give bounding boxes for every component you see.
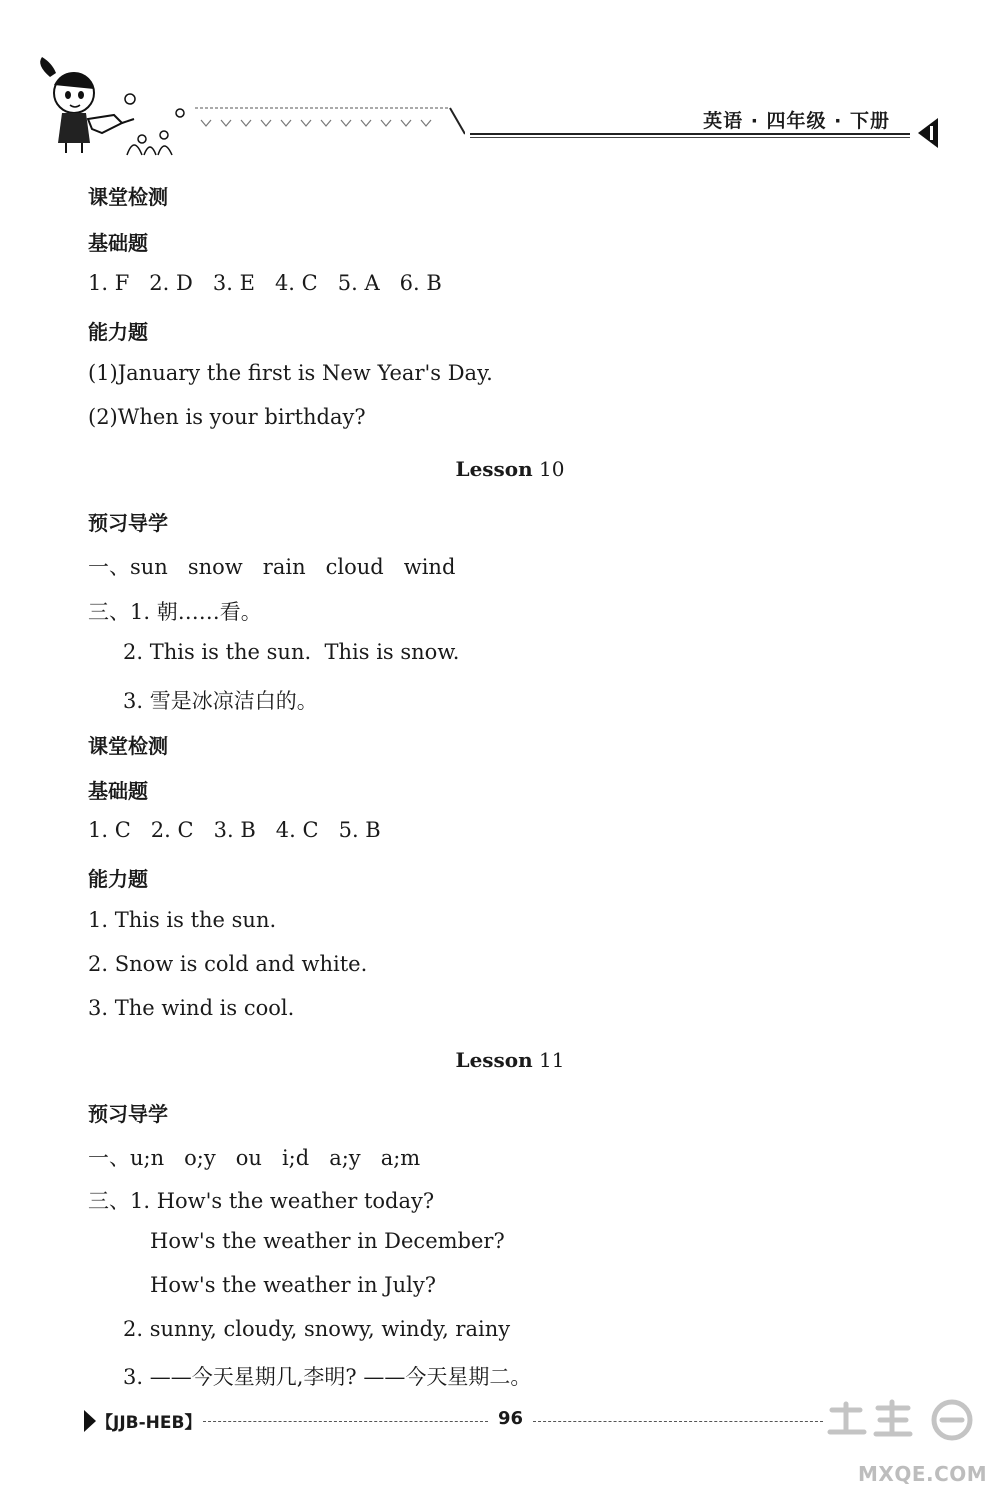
lesson-label: Lesson (455, 457, 533, 481)
book-title: 英语 · 四年级 · 下册 (703, 110, 890, 132)
footer-arrow-icon (84, 1410, 96, 1432)
answer-line: (1)January the first is New Year's Day. (88, 361, 493, 385)
answer-line: 三、1. How's the weather today? (88, 1189, 435, 1213)
header-rule (470, 133, 910, 135)
section-heading-classroom-test: 课堂检测 (88, 185, 168, 209)
answer-line: 3. The wind is cool. (88, 996, 295, 1020)
lesson-title-11 (0, 1048, 1000, 1072)
answer-line: 2. This is the sun. This is snow. (123, 640, 460, 664)
lesson-number: 10 (539, 457, 565, 481)
answer-line: How's the weather in July? (150, 1273, 436, 1297)
section-heading-basic: 基础题 (88, 231, 148, 255)
footer-dotted-rule (533, 1421, 823, 1422)
header-decorative-border (195, 100, 465, 140)
girl-watering-flowers-illustration (22, 55, 197, 160)
answer-line: 三、1. 朝……看。 (88, 600, 262, 624)
answer-line: 1. F 2. D 3. E 4. C 5. A 6. B (88, 271, 442, 295)
answer-line: 2. Snow is cold and white. (88, 952, 368, 976)
section-heading-preview: 预习导学 (88, 511, 168, 535)
page-number: 96 (498, 1408, 524, 1429)
answer-line: 一、u;n o;y ou i;d a;y a;m (88, 1146, 421, 1170)
answer-line: 1. C 2. C 3. B 4. C 5. B (88, 818, 381, 842)
page-footer (88, 1408, 948, 1438)
page-corner-marker-icon (916, 118, 938, 148)
footer-dotted-rule (203, 1421, 488, 1422)
section-heading-preview: 预习导学 (88, 1102, 168, 1126)
answer-line: 3. ——今天星期几,李明? ——今天星期二。 (123, 1365, 532, 1389)
section-heading-ability: 能力题 (88, 867, 148, 891)
section-heading-ability: 能力题 (88, 320, 148, 344)
section-heading-basic: 基础题 (88, 779, 148, 803)
lesson-number: 11 (539, 1048, 565, 1072)
answer-line: 1. This is the sun. (88, 908, 277, 932)
answer-line: 2. sunny, cloudy, snowy, windy, rainy (123, 1317, 511, 1341)
watermark-site: MXQE.COM (858, 1462, 988, 1486)
section-heading-classroom-test: 课堂检测 (88, 734, 168, 758)
answer-line: (2)When is your birthday? (88, 405, 366, 429)
lesson-title-10 (0, 457, 1000, 481)
series-tag: 【JJB-HEB】 (96, 1413, 202, 1433)
answer-line: How's the weather in December? (150, 1229, 505, 1253)
header-rule-thin (470, 137, 910, 138)
answer-line: 3. 雪是冰凉洁白的。 (123, 689, 318, 713)
lesson-label: Lesson (455, 1048, 533, 1072)
answer-line: 一、sun snow rain cloud wind (88, 555, 456, 579)
